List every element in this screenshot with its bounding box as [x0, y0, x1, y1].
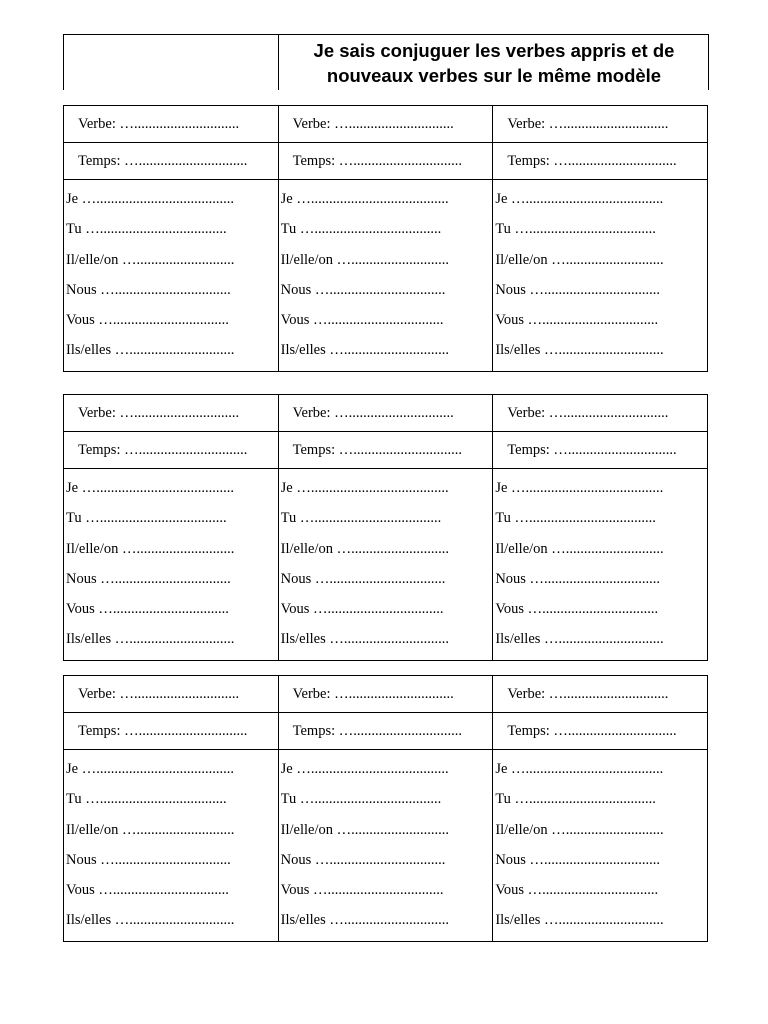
verbe-field[interactable]: Verbe: …............................. — [278, 106, 493, 143]
il-elle-on-line[interactable]: Il/elle/on …........................... — [495, 540, 664, 557]
ils-elles-line[interactable]: Ils/elles …............................. — [66, 342, 235, 359]
conjugation-cell — [64, 180, 279, 372]
conjugation-cell — [64, 750, 279, 942]
verbe-field[interactable]: Verbe: …............................. — [493, 395, 708, 432]
je-line[interactable]: Je …...................................... — [495, 480, 664, 496]
je-line[interactable]: Je …...................................... — [66, 761, 234, 777]
nous-line[interactable]: Nous …................................ — [495, 570, 661, 587]
verb-table-2 — [63, 394, 708, 661]
header-box — [63, 34, 709, 90]
nous-line[interactable]: Nous …................................ — [66, 281, 231, 298]
nous-line[interactable]: Nous …................................ — [495, 281, 661, 298]
vous-line[interactable]: Vous …................................ — [280, 882, 444, 899]
je-line[interactable]: Je …...................................... — [66, 191, 234, 207]
temps-field[interactable]: Temps: ….............................. — [64, 143, 279, 180]
ils-elles-line[interactable]: Ils/elles …............................. — [280, 631, 450, 648]
je-line[interactable]: Je …...................................... — [280, 191, 449, 207]
vous-line[interactable]: Vous …................................ — [280, 312, 444, 329]
il-elle-on-line[interactable]: Il/elle/on …........................... — [495, 251, 664, 268]
je-line[interactable]: Je …...................................... — [66, 480, 234, 496]
tu-line[interactable]: Tu …................................... — [280, 510, 442, 527]
temps-field[interactable]: Temps: ….............................. — [64, 713, 279, 750]
conjugation-cell — [278, 469, 493, 661]
vous-line[interactable]: Vous …................................ — [66, 882, 229, 899]
verb-table-3 — [63, 675, 708, 942]
conjugation-cell — [493, 469, 708, 661]
verbe-field[interactable]: Verbe: …............................. — [493, 106, 708, 143]
conjugation-cell — [278, 180, 493, 372]
conjugation-row — [64, 750, 708, 942]
nous-line[interactable]: Nous …................................ — [280, 281, 446, 298]
verbe-row — [64, 676, 708, 713]
tu-line[interactable]: Tu …................................... — [66, 791, 227, 808]
vous-line[interactable]: Vous …................................ — [280, 601, 444, 618]
je-line[interactable]: Je …...................................... — [495, 191, 664, 207]
conjugation-cell — [493, 750, 708, 942]
temps-field[interactable]: Temps: ….............................. — [278, 432, 493, 469]
vous-line[interactable]: Vous …................................ — [495, 882, 659, 899]
temps-field[interactable]: Temps: ….............................. — [493, 713, 708, 750]
tu-line[interactable]: Tu …................................... — [495, 510, 656, 527]
verbe-field[interactable]: Verbe: …............................. — [64, 676, 279, 713]
il-elle-on-line[interactable]: Il/elle/on …........................... — [280, 251, 449, 268]
verbe-row — [64, 395, 708, 432]
ils-elles-line[interactable]: Ils/elles …............................. — [495, 631, 664, 648]
nous-line[interactable]: Nous …................................ — [66, 570, 231, 587]
verbe-field[interactable]: Verbe: …............................. — [493, 676, 708, 713]
il-elle-on-line[interactable]: Il/elle/on …........................... — [280, 821, 449, 838]
temps-row — [64, 713, 708, 750]
nous-line[interactable]: Nous …................................ — [495, 851, 661, 868]
vous-line[interactable]: Vous …................................ — [66, 312, 229, 329]
temps-field[interactable]: Temps: ….............................. — [64, 432, 279, 469]
temps-row — [64, 432, 708, 469]
header-blank-cell — [64, 35, 279, 90]
je-line[interactable]: Je …...................................... — [280, 480, 449, 496]
temps-field[interactable]: Temps: ….............................. — [493, 432, 708, 469]
verbe-field[interactable]: Verbe: …............................. — [64, 106, 279, 143]
ils-elles-line[interactable]: Ils/elles …............................. — [66, 631, 235, 648]
verbe-field[interactable]: Verbe: …............................. — [278, 395, 493, 432]
conjugation-row — [64, 180, 708, 372]
verbe-row — [64, 106, 708, 143]
tu-line[interactable]: Tu …................................... — [280, 791, 442, 808]
tu-line[interactable]: Tu …................................... — [495, 791, 656, 808]
vous-line[interactable]: Vous …................................ — [495, 312, 659, 329]
verb-table-1 — [63, 105, 708, 372]
temps-field[interactable]: Temps: ….............................. — [493, 143, 708, 180]
tu-line[interactable]: Tu …................................... — [495, 221, 656, 238]
ils-elles-line[interactable]: Ils/elles …............................. — [66, 912, 235, 929]
temps-row — [64, 143, 708, 180]
tu-line[interactable]: Tu …................................... — [66, 221, 227, 238]
nous-line[interactable]: Nous …................................ — [66, 851, 231, 868]
conjugation-cell — [64, 469, 279, 661]
nous-line[interactable]: Nous …................................ — [280, 851, 446, 868]
vous-line[interactable]: Vous …................................ — [495, 601, 659, 618]
il-elle-on-line[interactable]: Il/elle/on …........................... — [66, 821, 235, 838]
conjugation-cell — [493, 180, 708, 372]
tu-line[interactable]: Tu …................................... — [280, 221, 442, 238]
je-line[interactable]: Je …...................................... — [495, 761, 664, 777]
page-title: Je sais conjuguer les verbes appris et de nouveaux verbes sur le même modèle — [313, 39, 675, 86]
conjugation-row — [64, 469, 708, 661]
verbe-field[interactable]: Verbe: …............................. — [64, 395, 279, 432]
ils-elles-line[interactable]: Ils/elles …............................. — [495, 342, 664, 359]
tu-line[interactable]: Tu …................................... — [66, 510, 227, 527]
temps-field[interactable]: Temps: ….............................. — [278, 143, 493, 180]
ils-elles-line[interactable]: Ils/elles …............................. — [280, 912, 450, 929]
il-elle-on-line[interactable]: Il/elle/on …........................... — [280, 540, 449, 557]
ils-elles-line[interactable]: Ils/elles …............................. — [280, 342, 450, 359]
il-elle-on-line[interactable]: Il/elle/on …........................... — [66, 540, 235, 557]
ils-elles-line[interactable]: Ils/elles …............................. — [495, 912, 664, 929]
temps-field[interactable]: Temps: ….............................. — [278, 713, 493, 750]
nous-line[interactable]: Nous …................................ — [280, 570, 446, 587]
vous-line[interactable]: Vous …................................ — [66, 601, 229, 618]
verbe-field[interactable]: Verbe: …............................. — [278, 676, 493, 713]
je-line[interactable]: Je …...................................... — [280, 761, 449, 777]
il-elle-on-line[interactable]: Il/elle/on …........................... — [495, 821, 664, 838]
il-elle-on-line[interactable]: Il/elle/on …........................... — [66, 251, 235, 268]
conjugation-cell — [278, 750, 493, 942]
